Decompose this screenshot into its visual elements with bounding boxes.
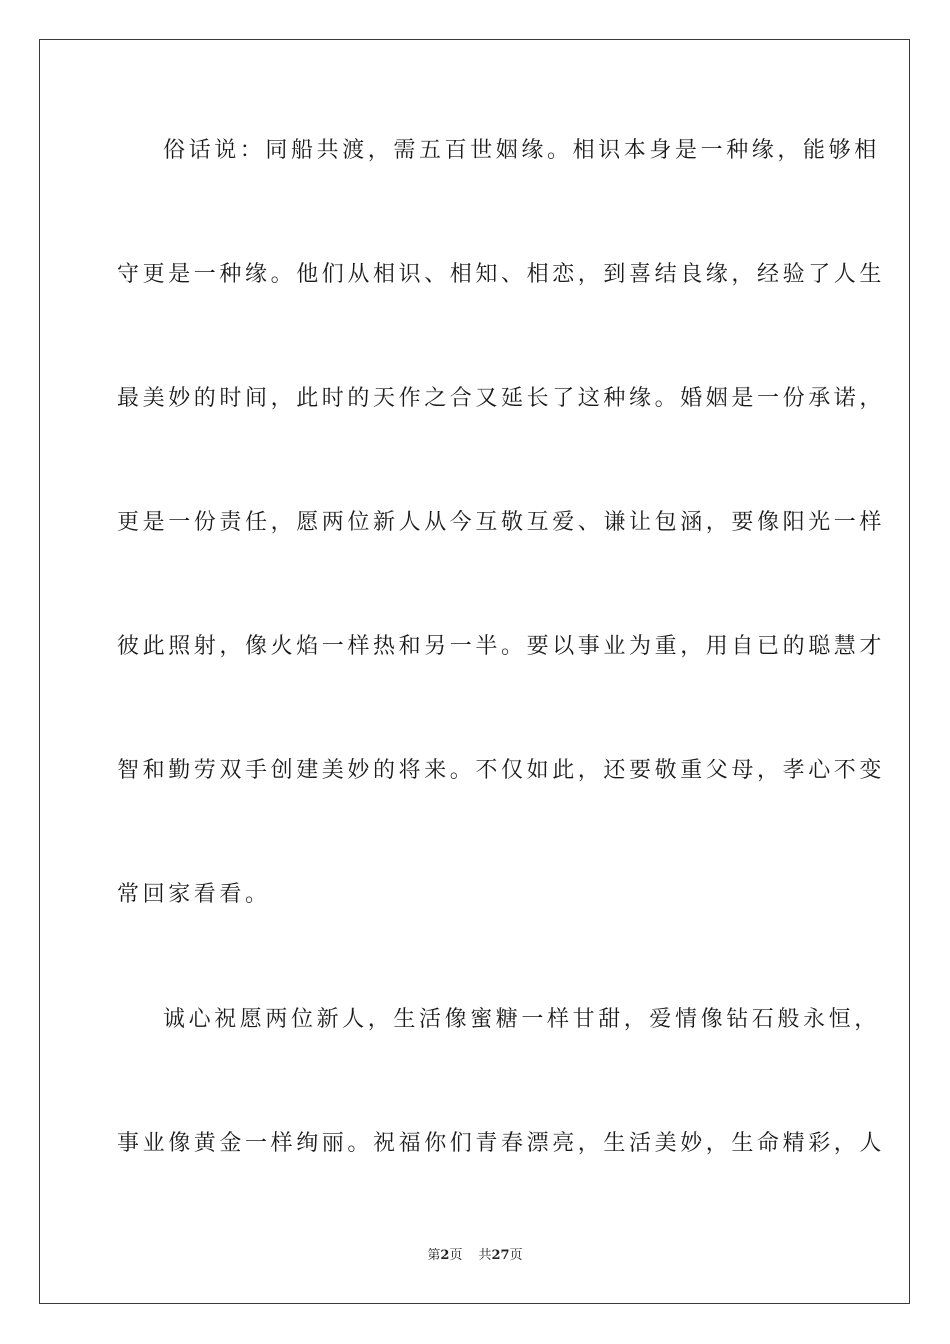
paragraph-2-line-1: 诚心祝愿两位新人，生活像蜜糖一样甘甜，爱情像钻石般永恒， xyxy=(163,1007,880,1032)
page-border xyxy=(39,39,910,1304)
paragraph-1-line-7: 常回家看看。 xyxy=(117,882,271,907)
paragraph-1-line-5: 彼此照射，像火焰一样热和另一半。要以事业为重，用自已的聪慧才 xyxy=(117,634,886,659)
total-pages-number: 27 xyxy=(491,1248,510,1263)
current-page-number: 2 xyxy=(440,1248,450,1263)
page-prefix: 第 xyxy=(427,1248,441,1263)
page-footer xyxy=(0,1247,950,1265)
total-suffix: 页 xyxy=(509,1248,523,1263)
paragraph-1-line-1: 俗话说：同船共渡，需五百世姻缘。相识本身是一种缘，能够相 xyxy=(163,138,880,163)
paragraph-1-line-2: 守更是一种缘。他们从相识、相知、相恋，到喜结良缘，经验了人生 xyxy=(117,262,886,287)
paragraph-2-line-2: 事业像黄金一样绚丽。祝福你们青春漂亮，生活美妙，生命精彩，人 xyxy=(117,1131,886,1156)
total-prefix: 共 xyxy=(478,1248,492,1263)
paragraph-1-line-6: 智和勤劳双手创建美妙的将来。不仅如此，还要敬重父母，孝心不变 xyxy=(117,758,886,783)
page-suffix: 页 xyxy=(449,1248,463,1263)
paragraph-1-line-4: 更是一份责任，愿两位新人从今互敬互爱、谦让包涵，要像阳光一样 xyxy=(117,510,886,535)
paragraph-1-line-3: 最美妙的时间，此时的天作之合又延长了这种缘。婚姻是一份承诺， xyxy=(117,386,886,411)
